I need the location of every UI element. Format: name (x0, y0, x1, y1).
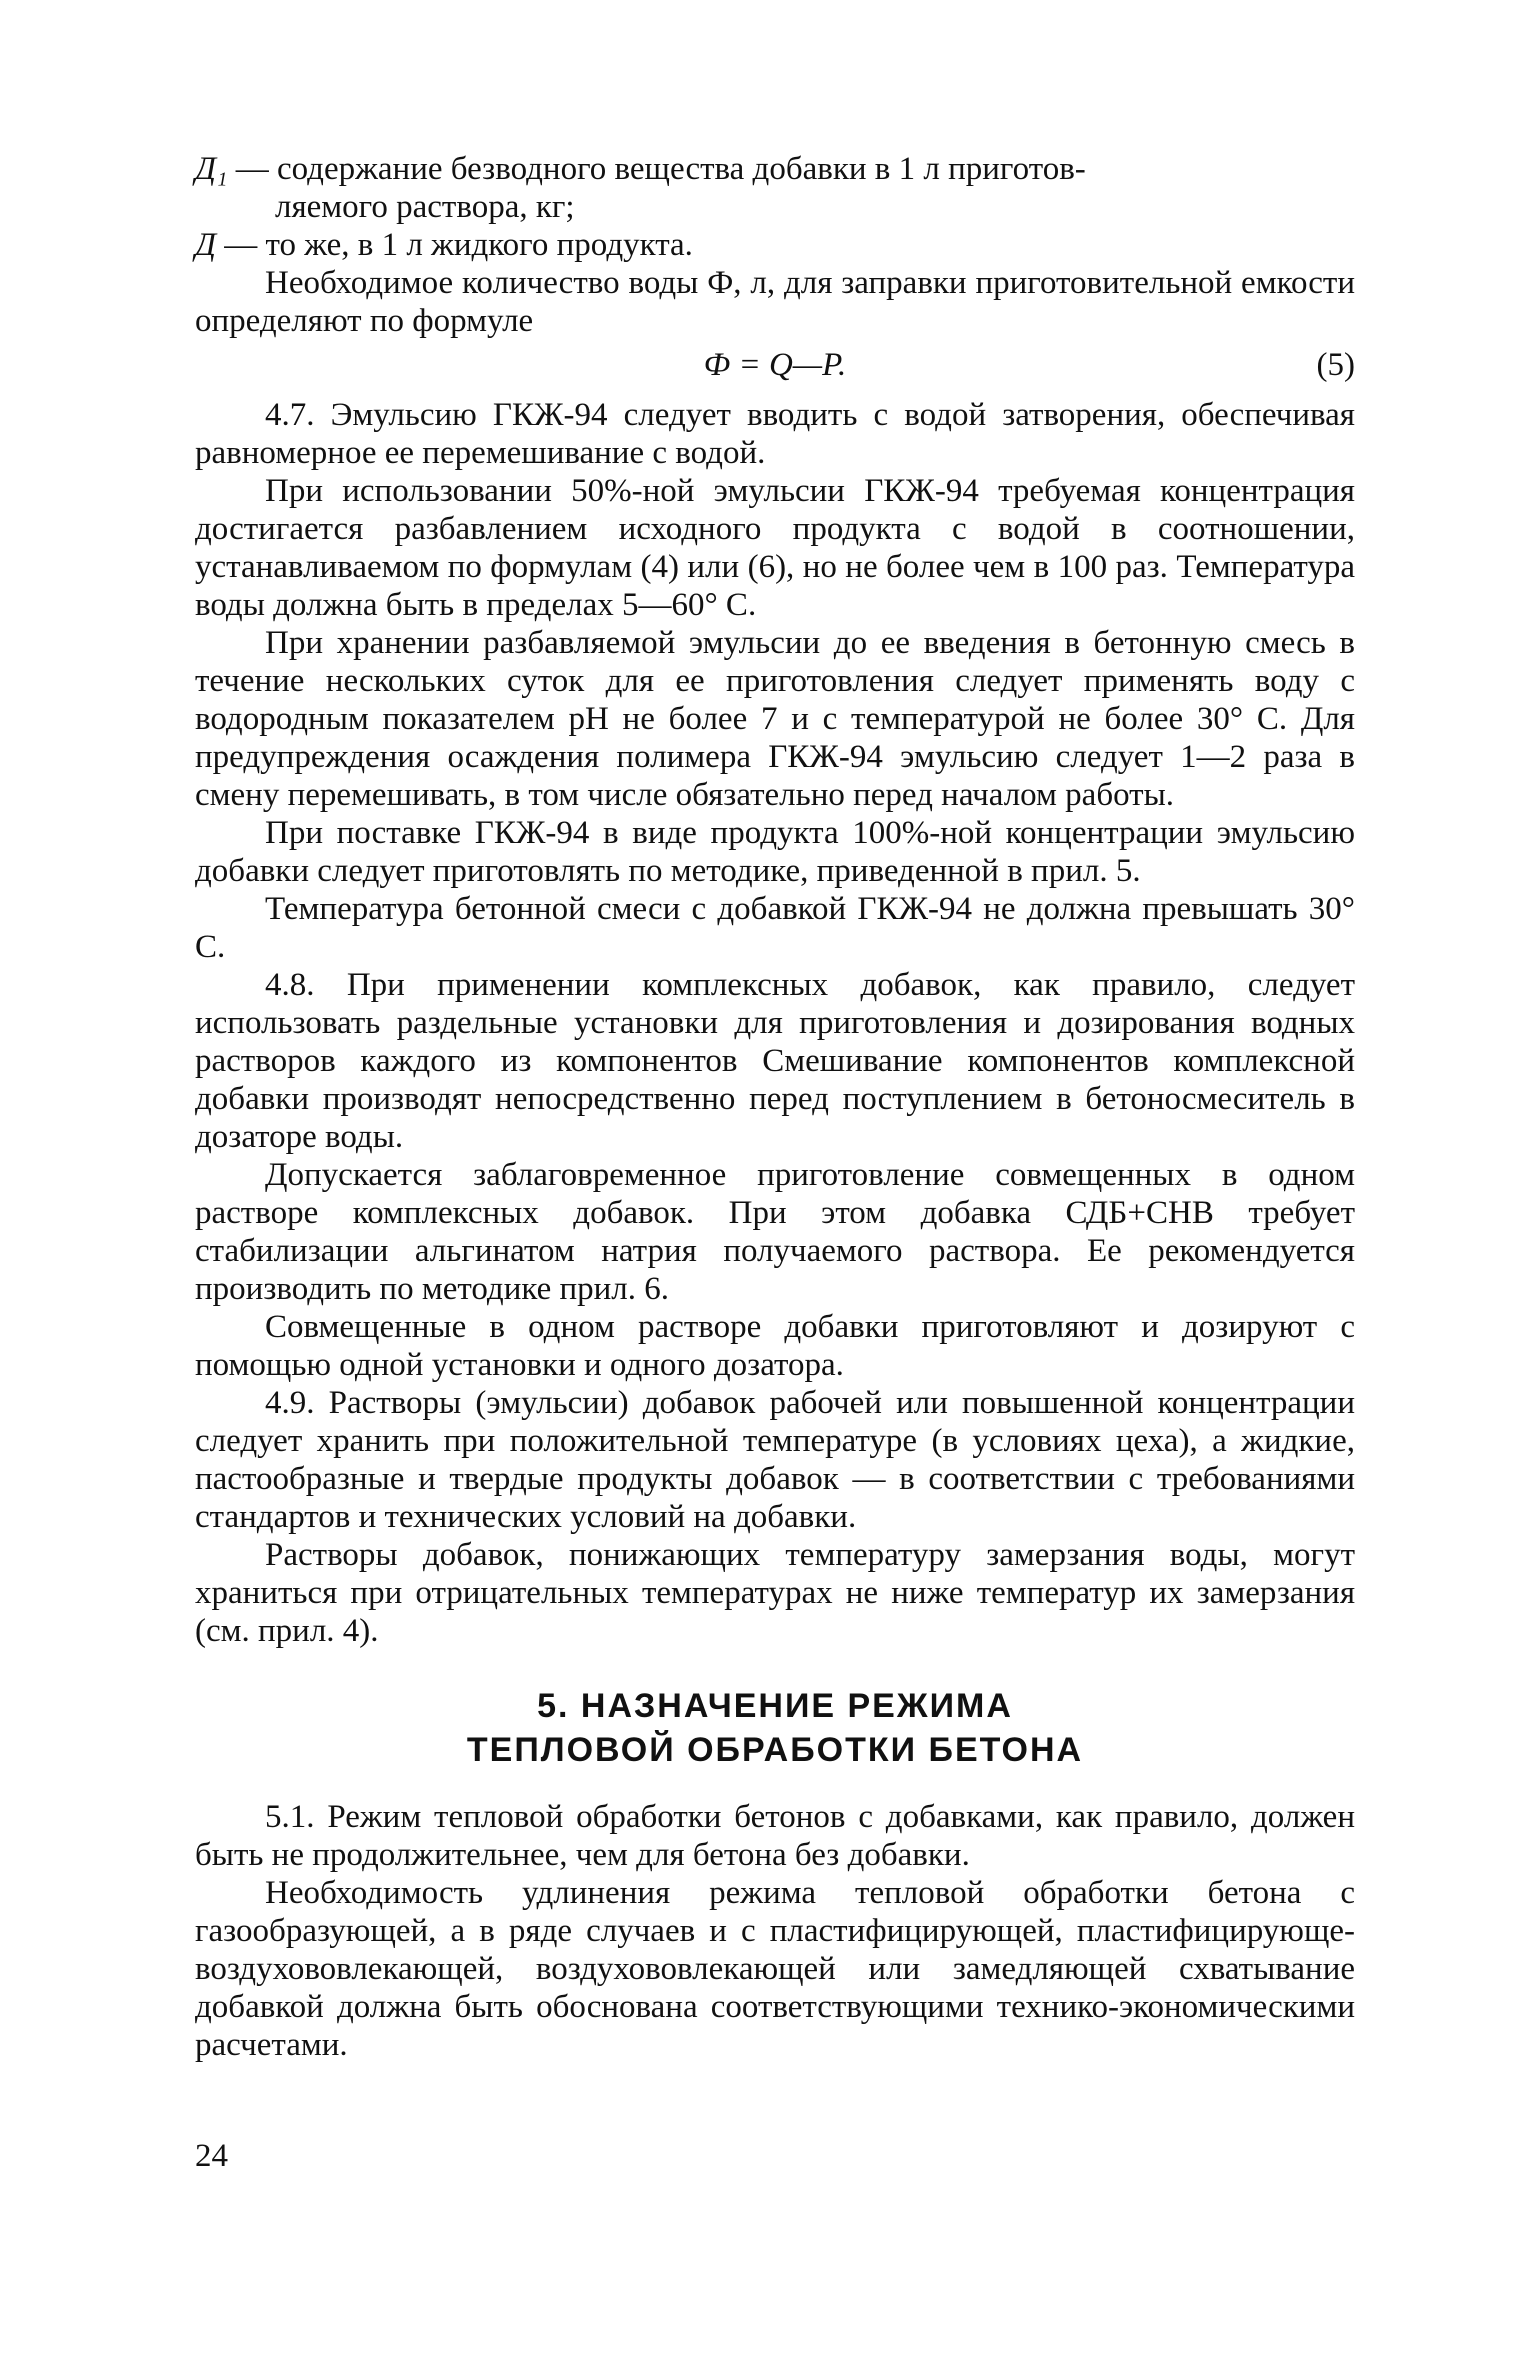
definition-d1-continuation: ляемого раствора, кг; (275, 189, 575, 225)
paragraph: Температура бетонной смеси с добавкой ГКЖ-94 не должна превышать 30° С. (195, 891, 1355, 965)
paragraph: Допускается заблаговременное приготовление совмещенных в одном растворе комплексных добавок. При этом добавка СДБ+СНВ требует стабилизации альгинатом натрия получаемого раствора. Ее рекомендуется производить по методике прил. 6. (195, 1157, 1355, 1307)
paragraph: Растворы добавок, понижающих температуру замерзания воды, могут храниться при отрицательных температурах не ниже температур их замерзания (см. прил. 4). (195, 1537, 1355, 1649)
paragraph-4-8: 4.8. При применении комплексных добавок, как правило, следует использовать раздельные установки для приготовления и дозирования водных растворов каждого из компонентов Смешивание компонентов комплексной добавки производят непосредственно перед поступлением в бетоносмеситель в дозаторе воды. (195, 967, 1355, 1155)
document-page (195, 150, 1355, 2064)
paragraph: При использовании 50%-ной эмульсии ГКЖ-94 требуемая концентрация достигается разбавлением исходного продукта с водой в соотношении, устанавливаемом по формулам (4) или (6), но не более чем в 100 раз. Температура воды должна быть в пределах 5—60° С. (195, 473, 1355, 623)
paragraph-4-9: 4.9. Растворы (эмульсии) добавок рабочей или повышенной концентрации следует хранить при положительной температуре (в условиях цеха), а жидкие, пастообразные и твердые продукты добавок — в соответствии с требованиями стандартов и технических условий на добавки. (195, 1385, 1355, 1535)
section-heading-line: ТЕПЛОВОЙ ОБРАБОТКИ БЕТОНА (466, 1731, 1084, 1769)
paragraph-5-1: 5.1. Режим тепловой обработки бетонов с добавками, как правило, должен быть не продолжительнее, чем для бетона без добавки. (195, 1799, 1355, 1873)
paragraph: Необходимость удлинения режима тепловой обработки бетона с газообразующей, а в ряде случаев и с пластифицирующей, пластифицирующе-воздухововлекающей, воздухововлекающей или замедляющей схватывание добавкой должна быть обоснована соответствующими технико-экономическими расчетами. (195, 1875, 1355, 2063)
paragraph: Совмещенные в одном растворе добавки приготовляют и дозируют с помощью одной установки и одного дозатора. (195, 1309, 1355, 1383)
section-heading-line: 5. НАЗНАЧЕНИЕ РЕЖИМА (537, 1687, 1013, 1725)
definition-d1 (195, 150, 1355, 188)
formula-expression: Ф = Q—P. (703, 347, 847, 383)
paragraph: При поставке ГКЖ-94 в виде продукта 100%-ной концентрации эмульсию добавки следует приготовлять по методике, приведенной в прил. 5. (195, 815, 1355, 889)
section-heading (195, 1684, 1355, 1772)
paragraph-water-quantity: Необходимое количество воды Ф, л, для заправки приготовительной емкости определяют по формуле (195, 265, 1355, 339)
formula-5 (195, 346, 1355, 386)
definition-text: — то же, в 1 л жидкого продукта. (216, 227, 693, 263)
paragraph-4-7: 4.7. Эмульсию ГКЖ-94 следует вводить с водой затворения, обеспечивая равномерное ее перемешивание с водой. (195, 397, 1355, 471)
definition-text: — содержание безводного вещества добавки в 1 л приготов- (227, 151, 1086, 187)
definition-symbol: Д (195, 227, 216, 263)
paragraph: При хранении разбавляемой эмульсии до ее введения в бетонную смесь в течение нескольких суток для ее приготовления следует применять воду с водородным показателем pH не более 7 и с температурой не более 30° С. Для предупреждения осаждения полимера ГКЖ-94 эмульсию следует 1—2 раза в смену перемешивать, в том числе обязательно перед началом работы. (195, 625, 1355, 813)
page-number: 24 (195, 2138, 228, 2174)
definition-symbol: Д₁ (195, 151, 228, 187)
definition-d2 (195, 226, 1355, 264)
formula-number: (5) (1316, 347, 1355, 383)
